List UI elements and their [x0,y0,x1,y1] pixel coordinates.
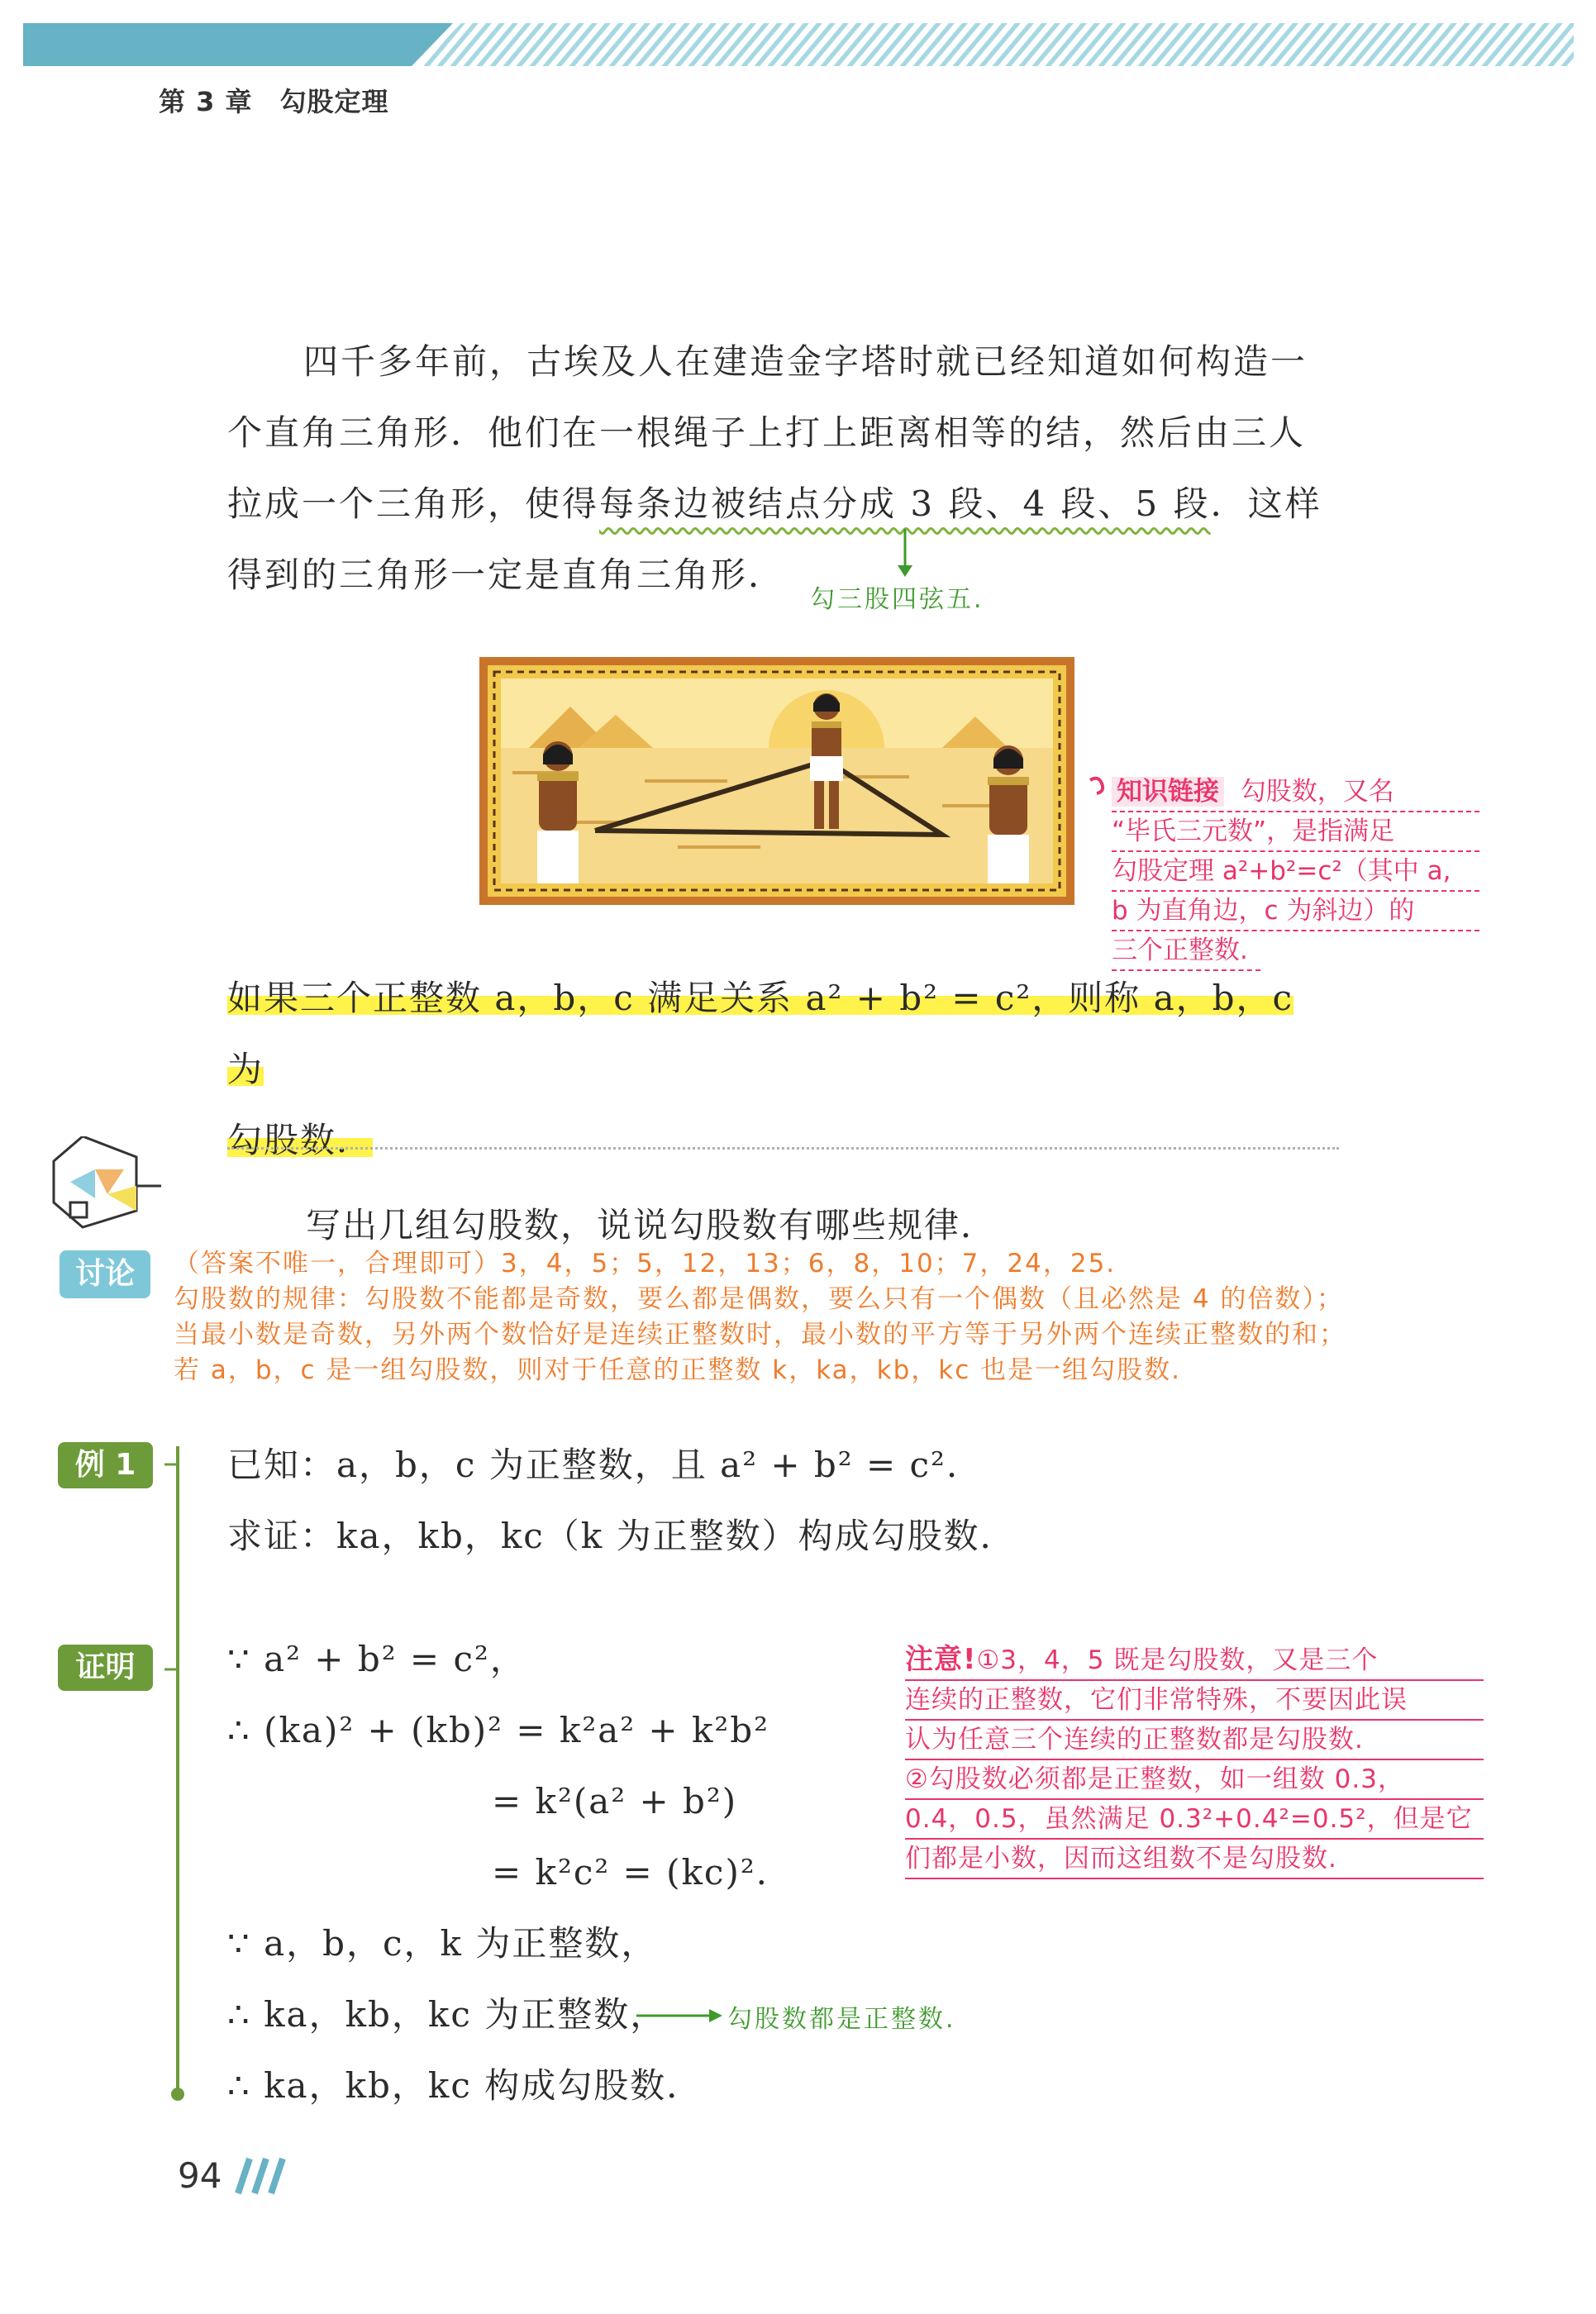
egyptian-rope-illustration [479,657,1074,905]
knowledge-link-title: 知识链接 [1112,777,1224,807]
note-box [905,1640,1484,1879]
knowledge-link-line4: b 为直角边，c 为斜边）的 [1112,892,1479,931]
example-tag: 例 1 [58,1442,153,1488]
proof-line4: = k²c² = (kc)². [492,1852,769,1893]
definition-text-a: 如果三个正整数 a，b，c 满足关系 a² + b² = c²，则称 a，b，c 为 [227,978,1294,1089]
proof-line3: = k²(a² + b²) [492,1781,738,1821]
knowledge-link-line2: “毕氏三元数”，是指满足 [1112,812,1479,852]
example-statement [227,1430,1017,1572]
note-line6: 们都是小数，因而这组数不是勾股数. [905,1840,1484,1879]
proof-line2: ∴ (ka)² + (kb)² = k²a² + k²b² [227,1710,769,1750]
proof-line6: ∴ ka，kb，kc 为正整数， [227,1994,667,2035]
note-line5: 0.4，0.5，虽然满足 0.3²+0.4²=0.5²，但是它 [905,1800,1484,1840]
discussion-question: 写出几组勾股数，说说勾股数有哪些规律． [306,1205,998,1245]
section-divider [227,1147,1339,1150]
proof-line5: ∵ a，b，c，k 为正整数， [227,1923,658,1964]
example-given: 已知：a，b，c 为正整数，且 a² + b² = c². [227,1445,960,1485]
proof-line1: ∵ a² + b² = c²， [227,1639,526,1679]
discussion-answer-line3: 当最小数是奇数，另外两个数恰好是连续正整数时，最小数的平方等于另外两个连续正整数的和； [174,1320,1346,1350]
proof-side-note: 勾股数都是正整数. [727,2005,956,2034]
intro-text-b: ．这样得到的三角形一定是直角三角形． [227,483,1322,595]
intro-text-a: 四千多年前，古埃及人在建造金字塔时就已经知道如何构造一个直角三角形．他们在一根绳子上打上距离相等的结，然后由三人拉成一个三角形，使得 [227,341,1308,524]
proof-body [227,1624,769,2121]
page-number-text: 94 [178,2155,222,2196]
knowledge-link-icon [1087,775,1108,800]
definition-text-b: 勾股数． [227,1120,374,1160]
discussion-answer-line4: 若 a，b，c 是一组勾股数，则对于任意的正整数 k，ka，kb，kc 也是一组勾股数. [174,1355,1181,1385]
page-number [178,2155,222,2196]
definition [227,963,1339,1176]
knowledge-link-line1: 勾股数，又名 [1240,777,1394,807]
example-prove: 求证：ka，kb，kc（k 为正整数）构成勾股数． [227,1516,1017,1556]
green-arrow-down-icon [893,529,917,578]
discussion-megaphone-icon [45,1136,169,1247]
proof-tag: 证明 [58,1645,153,1691]
note-line1: ①3，4，5 既是勾股数，又是三个 [976,1645,1379,1675]
note-line2: 连续的正整数，它们非常特殊，不要因此误 [905,1681,1484,1721]
discussion-tag: 讨论 [60,1250,150,1298]
note-title: 注意! [905,1643,977,1676]
knowledge-link-box [1112,773,1479,971]
page-number-slashes-icon [223,2155,289,2197]
intro-text-wavy: 每条边被结点分成 3 段、4 段、5 段 [599,483,1211,524]
intro-side-note: 勾三股四弦五. [810,585,984,614]
intro-paragraph [227,326,1339,611]
green-arrow-right-icon [636,2006,723,2026]
knowledge-link-line3: 勾股定理 a²+b²=c²（其中 a, [1112,852,1479,892]
proof-line7: ∴ ka，kb，kc 构成勾股数． [227,2065,703,2106]
chapter-title: 第 3 章 勾股定理 [159,86,389,117]
note-line4: ②勾股数必须都是正整数，如一组数 0.3， [905,1760,1484,1800]
note-line3: 认为任意三个连续的正整数都是勾股数. [905,1721,1484,1760]
discussion-answer-line1: （答案不唯一，合理即可）3，4，5；5，12，13；6，8，10；7，24，25. [174,1249,1117,1278]
discussion-answer [174,1246,1513,1388]
proof-vertical-line [161,1446,194,2107]
discussion-answer-line2: 勾股数的规律：勾股数不能都是奇数，要么都是偶数，要么只有一个偶数（且必然是 4 的倍数）； [174,1284,1344,1314]
header-bar [23,23,1574,66]
knowledge-link-line5: 三个正整数. [1112,931,1260,971]
